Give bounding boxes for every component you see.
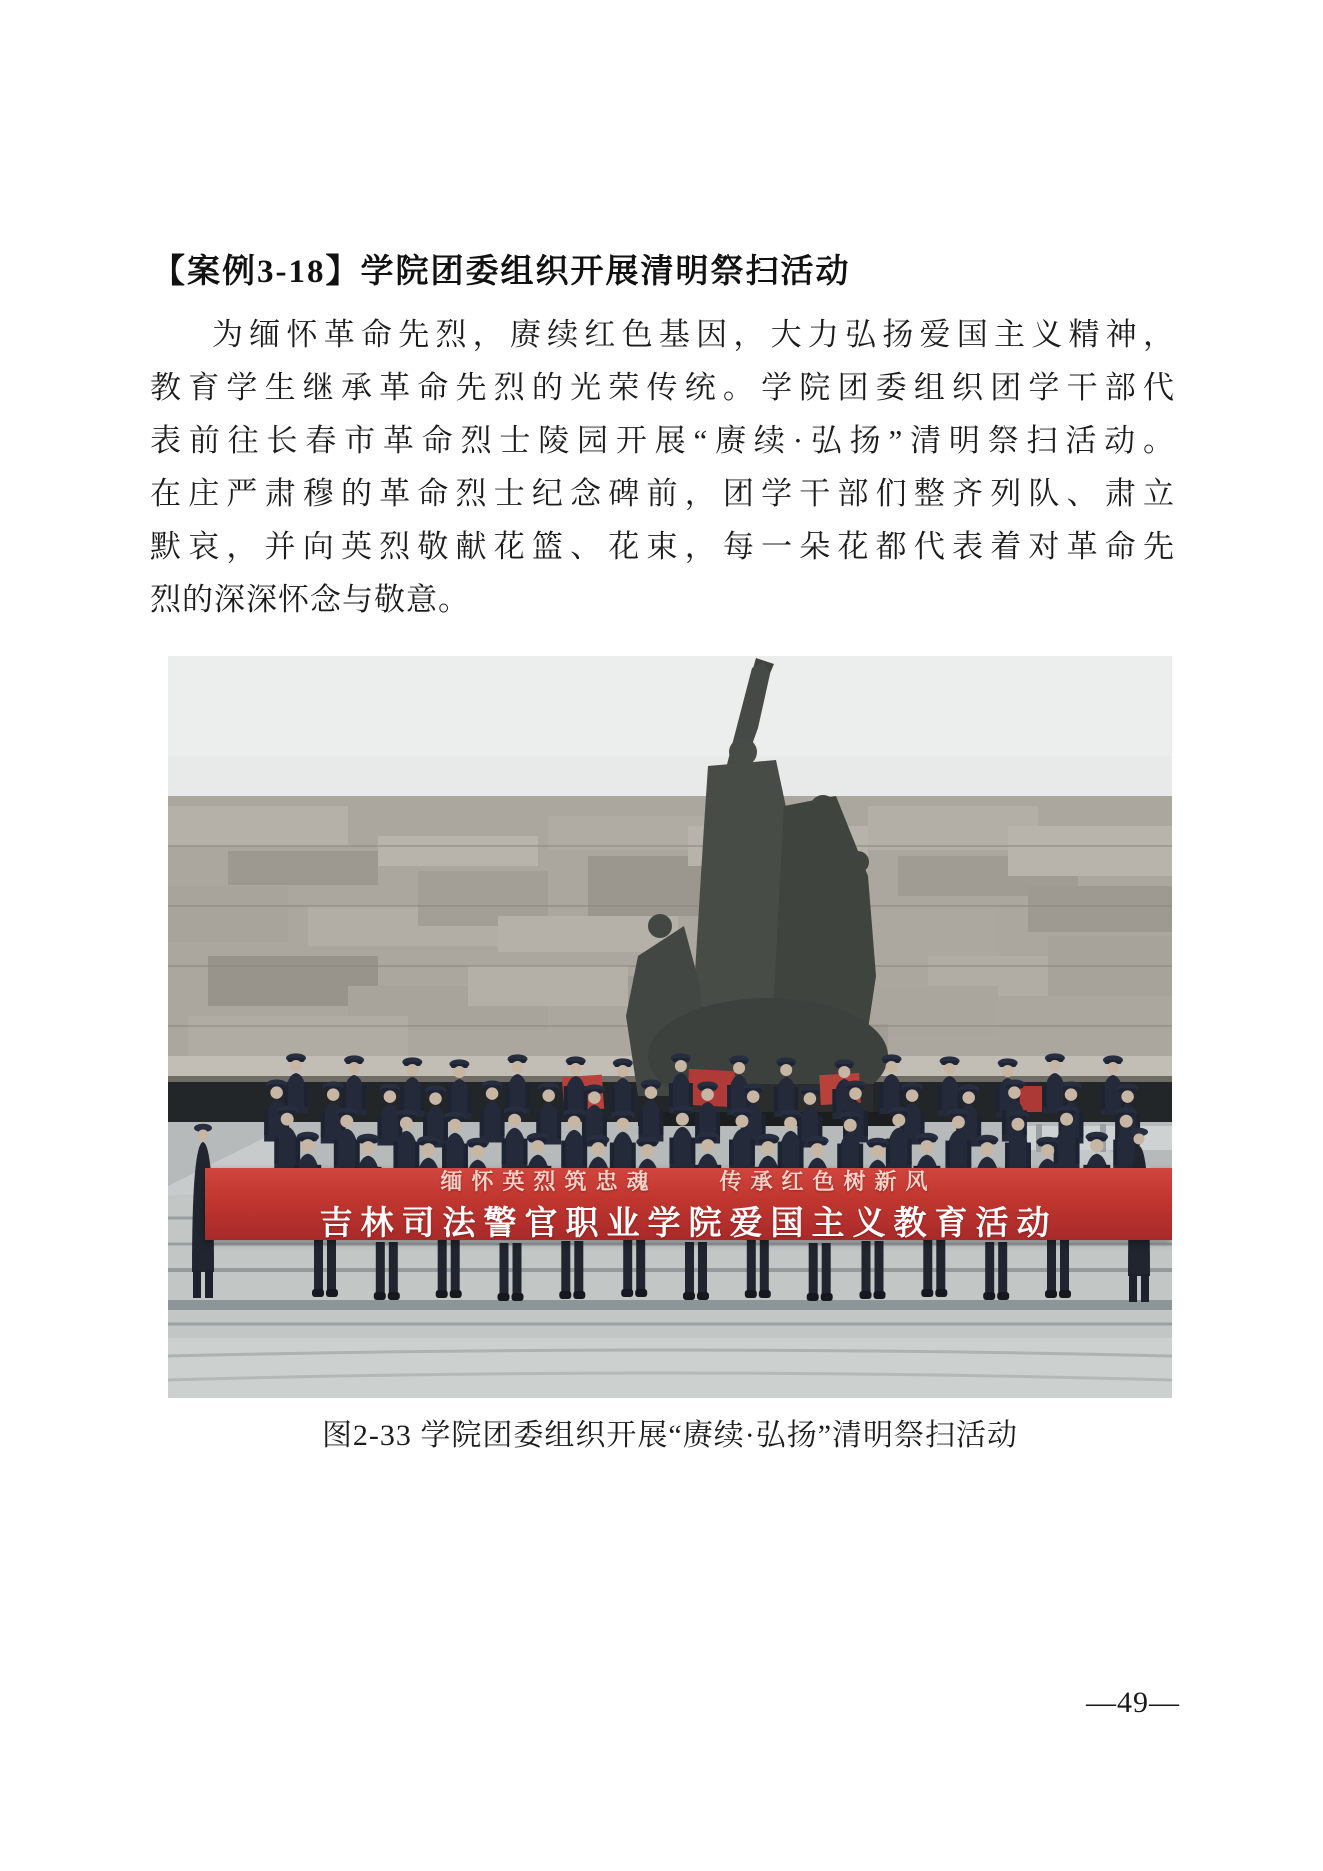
page-number: —49— — [1086, 1686, 1180, 1719]
paragraph-line: 为缅怀革命先烈，赓续红色基因，大力弘扬爱国主义精神， — [212, 317, 1175, 352]
red-banner — [205, 1168, 1172, 1240]
sky-layer — [168, 656, 1172, 806]
paragraph-line: 默哀，并向英烈敬献花篮、花束，每一朵花都代表着对革命先 — [150, 529, 1175, 564]
paragraph-line: 教育学生继承革命先烈的光荣传统。学院团委组织团学干部代 — [150, 370, 1175, 405]
banner-title: 吉林司法警官职业学院爱国主义教育活动 — [319, 1205, 1058, 1242]
figure-caption: 图2-33 学院团委组织开展“赓续·弘扬”清明祭扫活动 — [321, 1419, 1019, 1452]
photo-figure — [168, 656, 1172, 1454]
paragraph-line: 烈的深深怀念与敬意。 — [150, 582, 470, 617]
photo-art — [168, 656, 1172, 1398]
paragraph-line: 表前往长春市革命烈士陵园开展“赓续·弘扬”清明祭扫活动。 — [150, 423, 1175, 458]
case-heading: 【案例3-18】学院团委组织开展清明祭扫活动 — [152, 254, 851, 290]
paragraph-line: 在庄严肃穆的革命烈士纪念碑前，团学干部们整齐列队、肃立 — [150, 476, 1175, 511]
memorial-photo — [168, 656, 1172, 1398]
banner-slogan: 缅怀英烈筑忠魂 传承红色树新风 — [440, 1168, 937, 1194]
body-paragraph — [150, 308, 1175, 626]
